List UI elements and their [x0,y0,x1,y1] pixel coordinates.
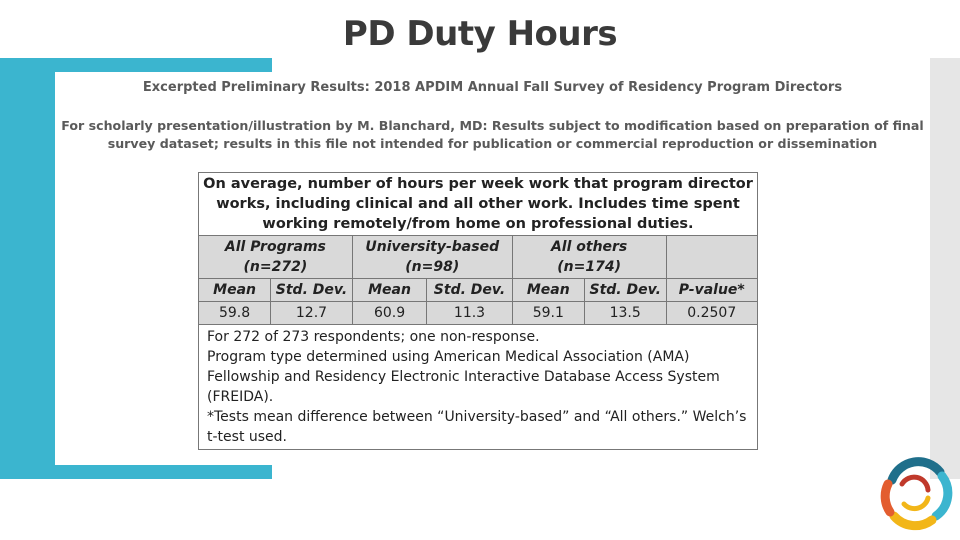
value-mean-all: 59.8 [199,302,271,325]
value-mean-university: 60.9 [352,302,427,325]
group-n: (n=98) [405,259,460,275]
notes-row [199,325,758,450]
group-label: All others [550,239,628,255]
group-n: (n=174) [557,259,621,275]
value-pvalue: 0.2507 [666,302,757,325]
table-notes [199,325,758,450]
col-sd-university: Std. Dev. [427,279,512,302]
col-sd-all: Std. Dev. [271,279,353,302]
group-label: University-based [365,239,500,255]
note-program-type: Program type determined using American Medical Association (AMA) Fellowship and Residency Electronic Interactive Database Access System (FREIDA). [207,349,720,405]
value-sd-university: 11.3 [427,302,512,325]
group-n: (n=272) [243,259,308,275]
table-header-row [199,173,758,236]
group-all-programs [199,236,353,279]
group-all-others [512,236,666,279]
value-mean-others: 59.1 [512,302,584,325]
apdim-ring-logo-icon [872,450,958,536]
group-label: All Programs [224,239,326,255]
results-table [198,172,758,450]
right-accent-band [930,58,960,479]
results-panel [55,72,930,465]
group-empty-cell [666,236,757,279]
col-pvalue: P-value* [666,279,757,302]
group-row [199,236,758,279]
column-header-row [199,279,758,302]
note-respondents: For 272 of 273 respondents; one non-response. [207,329,540,345]
col-mean-all: Mean [199,279,271,302]
col-mean-others: Mean [512,279,584,302]
slide-title: PD Duty Hours [342,14,618,54]
value-sd-all: 12.7 [271,302,353,325]
value-sd-others: 13.5 [584,302,666,325]
table-header: On average, number of hours per week work that program director works, including clinical and all other work. Includes time spent working remotely/from home on professional duties. [199,173,758,236]
disclaimer-text: For scholarly presentation/illustration by M. Blanchard, MD: Results subject to modification based on preparation of final survey dataset; results in this file not intended for publication or commercial reproduction or dissemination [61,118,924,151]
values-row [199,302,758,325]
note-test: *Tests mean difference between “University-based” and “All others.” Welch’s t-test used. [207,409,747,445]
survey-heading: Excerpted Preliminary Results: 2018 APDIM Annual Fall Survey of Residency Program Directors [142,80,843,95]
col-mean-university: Mean [352,279,427,302]
col-sd-others: Std. Dev. [584,279,666,302]
group-university-based [352,236,512,279]
